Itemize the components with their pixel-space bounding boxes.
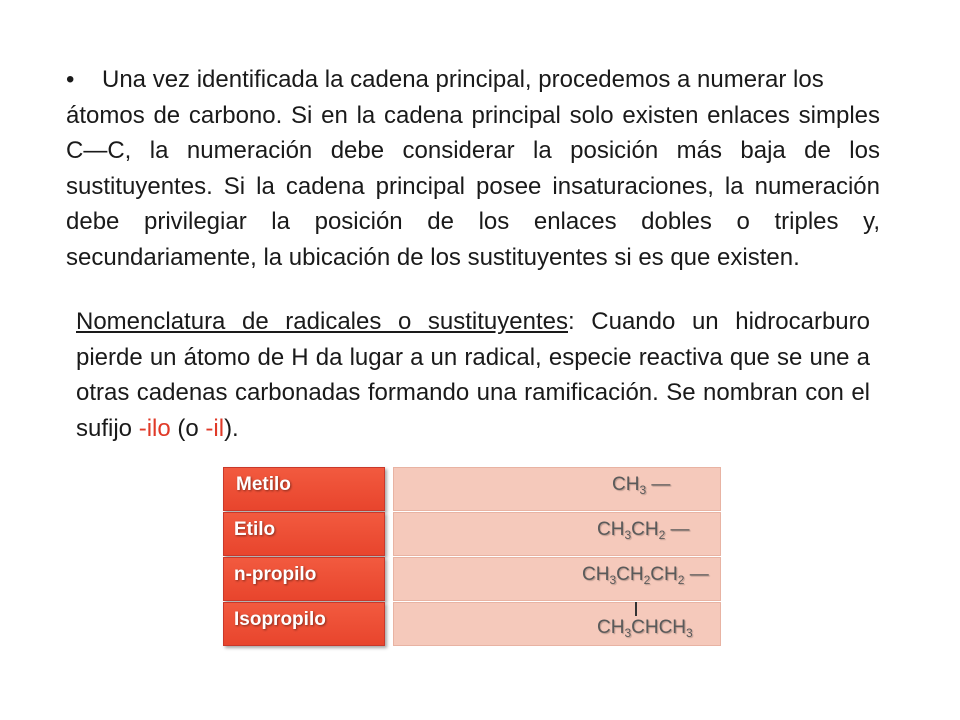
- formula-n-propilo: $CH_3CH_2CH_2$ —: [582, 564, 709, 587]
- formula-metilo: $CH_3$ —: [612, 474, 671, 497]
- radical-name-cell: [223, 467, 385, 511]
- formula-cell: [393, 512, 721, 556]
- radical-name: Etilo: [234, 519, 276, 540]
- formula-cell: [393, 557, 721, 601]
- radicals-paragraph: [76, 304, 870, 446]
- formula-etilo: $CH_3CH_2$ —: [597, 519, 690, 542]
- radical-name: n-propilo: [234, 564, 317, 585]
- radical-name-cell: [223, 512, 385, 556]
- formula-cell: [393, 602, 721, 646]
- suffix-mid: (o: [170, 414, 206, 442]
- heading-colon: :: [568, 308, 575, 335]
- formula-cell: [393, 467, 721, 511]
- suffix-il: -il: [205, 414, 225, 442]
- radical-name: Isopropilo: [234, 609, 326, 630]
- table-row-metilo: [223, 467, 721, 511]
- radicals-heading: Nomenclatura de radicales o sustituyentes: [76, 308, 568, 335]
- numbering-paragraph: [66, 62, 880, 275]
- radicals-body: Cuando un hidrocarburo pierde un átomo de H da lugar a un radical, especie reactiva que se une a otras cadenas carbonadas formando una ramificación. Se nombran con el sufijo: [76, 308, 870, 442]
- radical-name-cell: [223, 602, 385, 646]
- first-line: [66, 62, 880, 98]
- radical-name: Metilo: [236, 474, 291, 495]
- table-row-n-propilo: [223, 557, 721, 601]
- paragraph-body: átomos de carbono. Si en la cadena principal solo existen enlaces simples C—C, la numeración debe considerar la posición más baja de los sustituyentes. Si la cadena principal posee insaturaciones, la numeración debe privilegiar la posición de los enlaces dobles o triples y, secundariamente, la ubicación de los sustituyentes si es que existen.: [66, 101, 880, 271]
- formula-isopropilo: $CH_3CHCH_3$: [597, 617, 693, 640]
- bullet-icon: •: [66, 66, 75, 93]
- suffix-end: ).: [224, 414, 239, 442]
- first-line-text: Una vez identificada la cadena principal, procedemos a numerar los: [102, 66, 824, 93]
- branch-bond: [635, 602, 637, 616]
- table-row-etilo: [223, 512, 721, 556]
- suffix-ilo: -ilo: [138, 414, 171, 442]
- table-row-isopropilo: [223, 602, 721, 646]
- radical-name-cell: [223, 557, 385, 601]
